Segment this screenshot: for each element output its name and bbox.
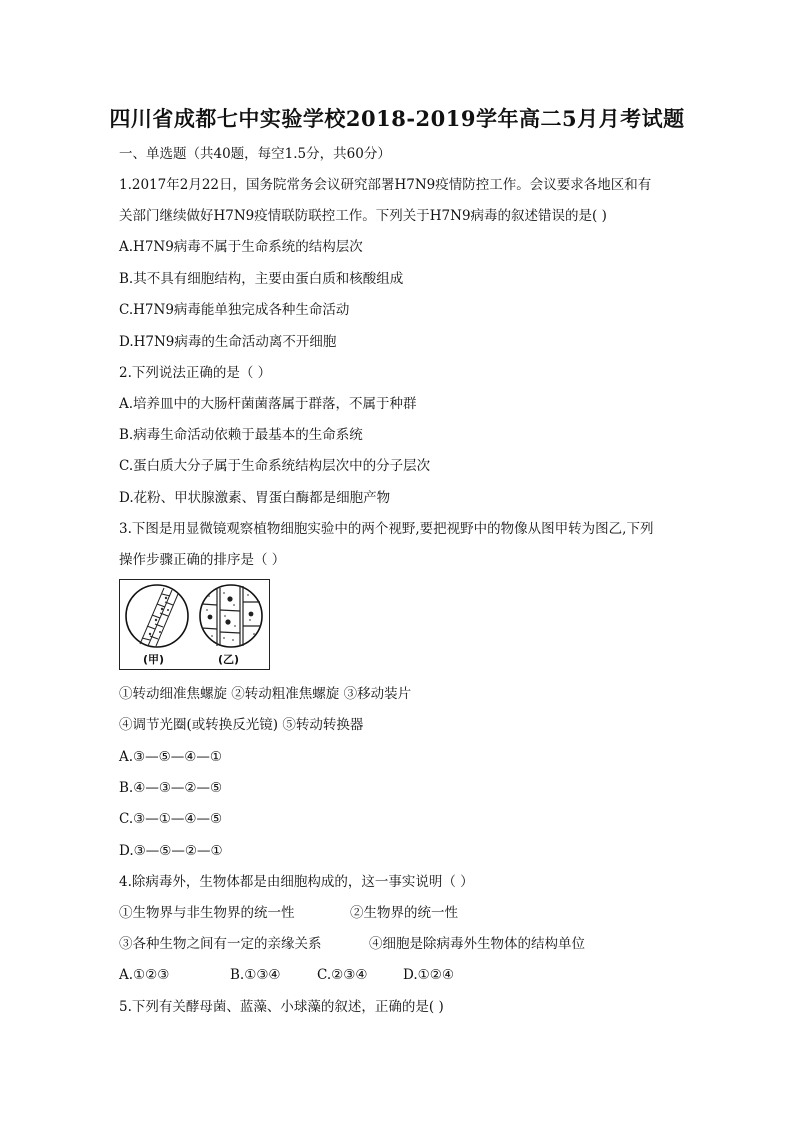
- q3-stem-line-2: 操作步骤正确的排序是（ ）: [119, 552, 286, 568]
- q4-option-a: A.①②③: [119, 967, 170, 983]
- figure-label-jia: (甲): [143, 653, 165, 666]
- microscope-views-illustration: [120, 580, 268, 650]
- q4-item-1: ①生物界与非生物界的统一性: [119, 905, 295, 921]
- q1-option-d: D.H7N9病毒的生命活动离不开细胞: [119, 334, 337, 350]
- q4-option-d: D.①②④: [403, 967, 454, 983]
- q3-option-a: A.③—⑤—④—①: [119, 749, 222, 765]
- q2-stem: 2.下列说法正确的是（ ）: [119, 365, 272, 381]
- q1-stem-line-1: 1.2017年2月22日，国务院常务会议研究部署H7N9疫情防控工作。会议要求各地区和有: [119, 177, 652, 193]
- view-yi-circle: [200, 585, 262, 647]
- view-jia-circle: [126, 585, 188, 647]
- figure-label-yi: (乙): [218, 653, 240, 666]
- q2-option-a: A.培养皿中的大肠杆菌菌落属于群落，不属于种群: [119, 396, 417, 412]
- q1-option-c: C.H7N9病毒能单独完成各种生命活动: [119, 302, 350, 318]
- q4-stem: 4.除病毒外，生物体都是由细胞构成的，这一事实说明（ ）: [119, 874, 474, 890]
- q4-items-row-1: [119, 904, 458, 922]
- q3-option-d: D.③—⑤—②—①: [119, 843, 223, 859]
- q4-items-row-2: [119, 935, 585, 953]
- q3-steps-line-2: ④调节光圈(或转换反光镜) ⑤转动转换器: [119, 717, 364, 733]
- q4-option-c: C.②③④: [317, 967, 368, 983]
- microscope-figure: [119, 579, 270, 670]
- q4-item-4: ④细胞是除病毒外生物体的结构单位: [369, 936, 585, 952]
- q2-option-c: C.蛋白质大分子属于生命系统结构层次中的分子层次: [119, 458, 431, 474]
- q1-option-a: A.H7N9病毒不属于生命系统的结构层次: [119, 239, 363, 255]
- q2-option-b: B.病毒生命活动依赖于最基本的生命系统: [119, 427, 363, 443]
- q4-item-3: ③各种生物之间有一定的亲缘关系: [119, 936, 322, 952]
- q3-option-c: C.③—①—④—⑤: [119, 811, 223, 827]
- q4-options-row: [119, 966, 454, 984]
- page-title: 四川省成都七中实验学校2018-2019学年高二5月月考试题: [109, 106, 685, 131]
- q3-stem-line-1: 3.下图是用显微镜观察植物细胞实验中的两个视野,要把视野中的物像从图甲转为图乙,下列: [119, 521, 654, 537]
- q3-option-b: B.④—③—②—⑤: [119, 780, 223, 796]
- q1-stem-line-2: 关部门继续做好H7N9疫情联防联控工作。下列关于H7N9病毒的叙述错误的是( ): [119, 208, 607, 224]
- q4-option-b: B.①③④: [230, 967, 281, 983]
- q3-steps-line-1: ①转动细准焦螺旋 ②转动粗准焦螺旋 ③移动装片: [119, 686, 412, 702]
- q5-stem: 5.下列有关酵母菌、蓝藻、小球藻的叙述，正确的是( ): [119, 999, 444, 1015]
- q4-item-2: ②生物界的统一性: [350, 905, 458, 921]
- q1-option-b: B.其不具有细胞结构，主要由蛋白质和核酸组成: [119, 271, 404, 287]
- q2-option-d: D.花粉、甲状腺激素、胃蛋白酶都是细胞产物: [119, 490, 391, 506]
- section-heading: 一、单选题（共40题，每空1.5分，共60分）: [119, 146, 391, 162]
